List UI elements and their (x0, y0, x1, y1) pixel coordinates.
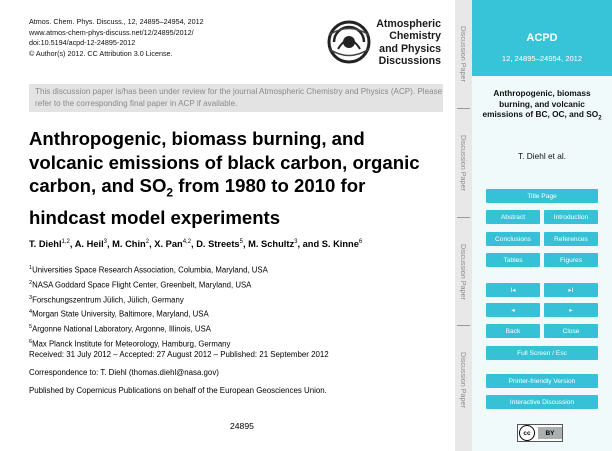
affiliation-item (29, 336, 268, 351)
author-affiliation-mark: 3 (294, 239, 298, 245)
affiliation-text: Argonne National Laboratory, Argonne, Illinois, USA (32, 324, 211, 334)
author-name: S. Kinne (321, 239, 359, 250)
previous-page-icon[interactable]: ◂ (486, 303, 540, 317)
journal-logo-text (376, 18, 441, 68)
author-affiliation-mark: 4,2 (182, 239, 192, 245)
affiliation-item (29, 321, 268, 336)
affiliation-text: Max Planck Institute for Meteorology, Hamburg, Germany (32, 339, 231, 349)
citation-line: Atmos. Chem. Phys. Discuss., 12, 24895–24954, 2012 (29, 17, 204, 26)
review-notice: This discussion paper is/has been under review for the journal Atmospheric Chemistry and Physics (ACP). Please refer to the corresponding final paper in ACP if available. (29, 84, 443, 112)
affiliation-number: 4 (29, 309, 33, 316)
affiliation-number: 5 (29, 324, 33, 331)
author-name: X. Pan (154, 239, 183, 250)
affiliation-number: 3 (29, 294, 33, 301)
author-name: M. Schultz (248, 239, 295, 250)
title-page-button[interactable]: Title Page (486, 189, 598, 203)
page-number: 24895 (230, 421, 254, 431)
tables-button[interactable]: Tables (486, 253, 540, 267)
author-name: A. Heil (74, 239, 104, 250)
affiliation-number: 2 (29, 279, 33, 286)
strip-label: Discussion Paper (459, 244, 468, 300)
references-button[interactable]: References (544, 232, 598, 246)
title-part: Anthropogenic, biomass burning, and volcanic emissions of black carbon, organic carbon, and SO (29, 128, 420, 197)
author-separator: , and (297, 239, 322, 250)
interactive-discussion-button[interactable]: Interactive Discussion (486, 395, 598, 409)
strip-divider (457, 217, 470, 218)
author-list (29, 239, 362, 249)
author-name: M. Chin (112, 239, 146, 250)
conclusions-button[interactable]: Conclusions (486, 232, 540, 246)
affiliation-item (29, 292, 268, 307)
author-separator: , (69, 239, 75, 250)
affiliation-text: Morgan State University, Baltimore, Maryland, USA (32, 309, 209, 319)
next-page-icon[interactable]: ▸ (544, 303, 598, 317)
title-part: from 1980 to 2010 for hindcast model experiments (29, 175, 366, 228)
last-page-icon[interactable]: ▸I (544, 283, 598, 297)
author-affiliation-mark: 1,2 (61, 239, 70, 245)
logo-line: Discussions (378, 55, 441, 68)
introduction-button[interactable]: Introduction (544, 210, 598, 224)
strip-label: Discussion Paper (459, 135, 468, 191)
author-separator: , (149, 239, 155, 250)
cc-license-badge[interactable] (517, 424, 563, 442)
author-separator: , (191, 239, 197, 250)
author-affiliation-mark: 2 (145, 239, 150, 245)
affiliation-item (29, 306, 268, 321)
journal-url: www.atmos-chem-phys-discuss.net/12/24895/2012/ (29, 27, 194, 37)
strip-divider (457, 325, 470, 326)
paper-title (29, 127, 439, 230)
correspondence-line: Correspondence to: T. Diehl (thomas.diehl@nasa.gov) (29, 368, 219, 377)
panel-page-range: 12, 24895–24954, 2012 (501, 54, 583, 63)
back-button[interactable]: Back (486, 324, 540, 338)
strip-divider (457, 108, 470, 109)
abstract-button[interactable]: Abstract (486, 210, 540, 224)
author-name: T. Diehl (29, 239, 62, 250)
license-line: © Author(s) 2012. CC Attribution 3.0 License. (29, 48, 173, 58)
panel-header (472, 0, 612, 76)
author-separator: , (242, 239, 249, 250)
affiliation-item (29, 277, 268, 292)
logo-line: and Physics (379, 42, 441, 55)
affiliation-item (29, 262, 268, 277)
journal-acronym: ACPD (526, 32, 558, 44)
panel-title-subscript: 2 (598, 115, 602, 122)
author-separator: , (107, 239, 113, 250)
journal-emblem-icon (324, 17, 374, 67)
strip-label: Discussion Paper (459, 26, 468, 82)
strip-label: Discussion Paper (459, 352, 468, 408)
affiliation-list (29, 262, 268, 351)
panel-author: T. Diehl et al. (518, 151, 566, 161)
panel-title-text: Anthropogenic, biomass burning, and volcanic emissions of BC, OC, and SO (482, 88, 599, 120)
submission-dates: Received: 31 July 2012 – Accepted: 27 August 2012 – Published: 21 September 2012 (29, 350, 329, 359)
author-affiliation-mark: 5 (239, 239, 243, 245)
journal-logo (320, 15, 443, 70)
journal-meta (29, 17, 204, 59)
close-button[interactable]: Close (544, 324, 598, 338)
logo-line: Atmospheric (376, 18, 441, 30)
author-affiliation-mark: 6 (358, 239, 363, 245)
publisher-line: Published by Copernicus Publications on behalf of the European Geosciences Union. (29, 386, 327, 395)
panel-short-title (480, 88, 604, 124)
affiliation-number: 6 (29, 338, 33, 345)
discussion-paper-strip (455, 0, 472, 451)
doi-line: doi:10.5194/acpd-12-24895-2012 (29, 38, 136, 48)
figures-button[interactable]: Figures (544, 253, 598, 267)
affiliation-text: NASA Goddard Space Flight Center, Greenbelt, Maryland, USA (32, 280, 252, 290)
affiliation-text: Universities Space Research Association, Columbia, Maryland, USA (32, 265, 268, 275)
author-affiliation-mark: 3 (103, 239, 107, 245)
full-screen-button[interactable]: Full Screen / Esc (486, 346, 598, 360)
logo-line: Chemistry (389, 30, 441, 43)
printer-friendly-button[interactable]: Printer-friendly Version (486, 374, 598, 388)
attribution-icon: BY (538, 427, 562, 439)
title-subscript: 2 (166, 186, 174, 201)
author-name: D. Streets (196, 239, 240, 250)
affiliation-number: 1 (29, 265, 33, 271)
affiliation-text: Forschungszentrum Jülich, Jülich, Germany (32, 295, 184, 305)
cc-icon: cc (519, 425, 535, 441)
first-page-icon[interactable]: I◂ (486, 283, 540, 297)
